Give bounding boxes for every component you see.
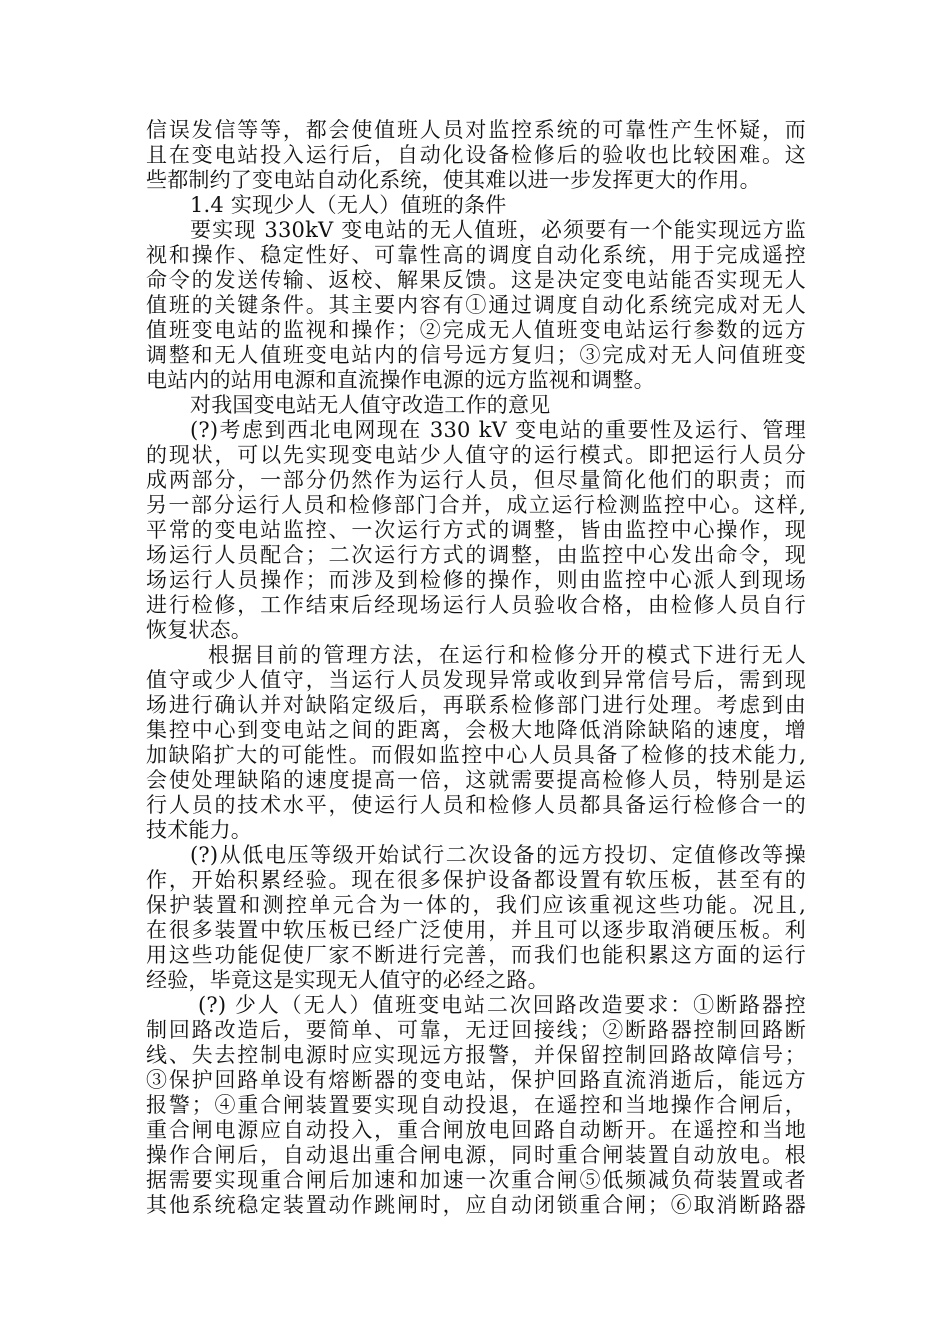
- text-line: (?) 少人（无人）值班变电站二次回路改造要求：①断路器控: [198, 993, 806, 1017]
- text-line: 重合闸电源应自动投入，重合闸放电回路自动断开。在遥控和当地: [146, 1118, 806, 1142]
- text-line: 值班变电站的监视和操作；②完成无人值班变电站运行参数的远方: [146, 318, 806, 342]
- text-line: 行人员的技术水平，使运行人员和检修人员都具备运行检修合一的: [146, 793, 806, 817]
- text-line: 集控中心到变电站之间的距离，会极大地降低消除缺陷的速度，增: [146, 718, 806, 742]
- text-line: 电站内的站用电源和直流操作电源的远方监视和调整。: [146, 368, 655, 392]
- text-line: 命令的发送传输、返校、解果反馈。这是决定变电站能否实现无人: [146, 268, 806, 292]
- text-line: 保护装置和测控单元合为一体的，我们应该重视这些功能。况且,: [146, 893, 806, 917]
- text-line: 值班的关键条件。其主要内容有①通过调度自动化系统完成对无人: [146, 293, 806, 317]
- text-line: 场运行人员操作；而涉及到检修的操作，则由监控中心派人到现场: [146, 568, 806, 592]
- text-line: 要实现 330kV 变电站的无人值班，必须要有一个能实现远方监: [190, 218, 806, 242]
- text-line: 值守或少人值守，当运行人员发现异常或收到异常信号后，需到现: [146, 668, 806, 692]
- text-line: (?)考虑到西北电网现在 330 kV 变电站的重要性及运行、管理: [190, 418, 806, 442]
- text-line: 报警；④重合闸装置要实现自动投退，在遥控和当地操作合闸后，: [146, 1093, 806, 1117]
- text-line: 制回路改造后，要简单、可靠，无迂回接线；②断路器控制回路断: [146, 1018, 806, 1042]
- section-heading: 对我国变电站无人值守改造工作的意见: [190, 393, 551, 417]
- text-line: 且在变电站投入运行后，自动化设备检修后的验收也比较困难。这: [146, 143, 806, 167]
- text-line: (?)从低电压等级开始试行二次设备的远方投切、定值修改等操: [190, 843, 806, 867]
- text-line: 另一部分运行人员和检修部门合并，成立运行检测监控中心。这样,: [146, 493, 806, 517]
- text-line: 平常的变电站监控、一次运行方式的调整，皆由监控中心操作，现: [146, 518, 806, 542]
- text-line: 场运行人员配合；二次运行方式的调整，由监控中心发出命令，现: [146, 543, 806, 567]
- text-line: 视和操作、稳定性好、可靠性高的调度自动化系统，用于完成遥控: [146, 243, 806, 267]
- text-line: 线、失去控制电源时应实现远方报警，并保留控制回路故障信号；: [146, 1043, 806, 1067]
- text-line: 恢复状态。: [146, 618, 252, 642]
- text-line: ③保护回路单设有熔断器的变电站，保护回路直流消逝后，能远方: [146, 1068, 806, 1092]
- text-line: 进行检修，工作结束后经现场运行人员验收合格，由检修人员自行: [146, 593, 806, 617]
- text-line: 些都制约了变电站自动化系统，使其难以进一步发挥更大的作用。: [146, 168, 761, 192]
- text-line: 作，开始积累经验。现在很多保护设备都设置有软压板，甚至有的: [146, 868, 806, 892]
- text-line: 用这些功能促使厂家不断进行完善，而我们也能积累这方面的运行: [146, 943, 806, 967]
- text-line: 经验，毕竟这是实现无人值守的必经之路。: [146, 968, 549, 992]
- text-line: 场进行确认并对缺陷定级后，再联系检修部门进行处理。考虑到由: [146, 693, 806, 717]
- text-line: 信误发信等等，都会使值班人员对监控系统的可靠性产生怀疑，而: [146, 118, 806, 142]
- text-line: 其他系统稳定装置动作跳闸时，应自动闭锁重合闸；⑥取消断路器: [146, 1193, 806, 1217]
- text-line: 操作合闸后，自动退出重合闸电源，同时重合闸装置自动放电。根: [146, 1143, 806, 1167]
- text-line: 加缺陷扩大的可能性。而假如监控中心人员具备了检修的技术能力,: [146, 743, 806, 767]
- text-line: 调整和无人值班变电站内的信号远方复归；③完成对无人问值班变: [146, 343, 806, 367]
- section-heading: 1.4 实现少人（无人）值班的条件: [190, 193, 507, 217]
- text-line: 据需要实现重合闸后加速和加速一次重合闸⑤低频减负荷装置或者: [146, 1168, 806, 1192]
- text-line: 会使处理缺陷的速度提高一倍，这就需要提高检修人员，特别是运: [146, 768, 806, 792]
- text-line: 在很多装置中软压板已经广泛使用，并且可以逐步取消硬压板。利: [146, 918, 806, 942]
- text-line: 成两部分，一部分仍然作为运行人员，但尽量简化他们的职责；而: [146, 468, 806, 492]
- text-line: 根据目前的管理方法，在运行和检修分开的模式下进行无人: [208, 643, 806, 667]
- text-line: 的现状，可以先实现变电站少人值守的运行模式。即把运行人员分: [146, 443, 806, 467]
- text-line: 技术能力。: [146, 818, 252, 842]
